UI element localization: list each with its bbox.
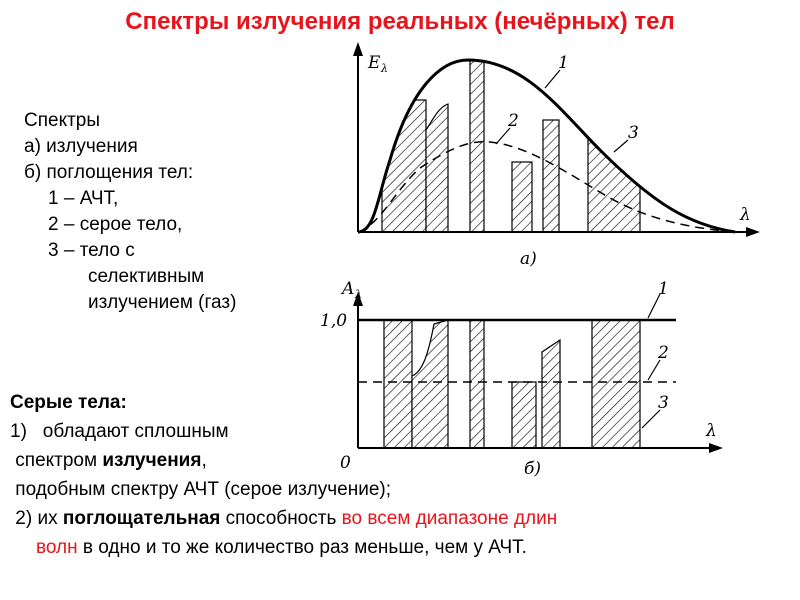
grey-bodies-text [10, 388, 557, 562]
top-y-arrow [353, 42, 363, 56]
top-y-label: E [368, 53, 381, 73]
legend-item-3: 3 – тело с [48, 240, 135, 261]
emission-hatched-regions [382, 56, 640, 232]
bottom-x-arrow [709, 443, 723, 453]
bottom-x-label: λ [706, 421, 717, 441]
b-label-2-leader [648, 360, 660, 380]
top-x-arrow [746, 227, 760, 237]
point-1-line-a: 1) обладают сплошным [10, 421, 229, 442]
emission-band-1b [426, 104, 448, 232]
graph-emission [353, 42, 760, 269]
emission-band-4 [543, 120, 559, 232]
top-x-label: λ [740, 205, 751, 225]
legend-line-spectra: Спектры [24, 110, 101, 131]
bottom-curve-label-1: 1 [658, 279, 669, 299]
grey-bodies-heading: Серые тела: [10, 392, 127, 413]
legend-line-emission: а) излучения [24, 136, 138, 157]
legend-item-2: 2 – серое тело, [48, 214, 183, 235]
tick-label-one: 1,0 [320, 311, 348, 331]
legend-item-1: 1 – АЧТ, [48, 188, 119, 209]
bottom-y-label: A [342, 279, 355, 299]
top-caption: а) [520, 249, 537, 269]
page-title: Спектры излучения реальных (нечёрных) тел [125, 8, 675, 35]
absorption-band-5 [592, 320, 640, 448]
point-2-line-a: 2) их поглощательная способность во всем диапазоне длин [15, 508, 558, 529]
label-3-leader [614, 140, 628, 152]
legend-item-3-cont-1: селективным [88, 266, 205, 287]
point-2-line-b: волн в одно и то же количество раз меньше, чем у АЧТ. [36, 537, 527, 558]
top-y-label-sub: λ [381, 62, 388, 75]
bottom-curve-label-2: 2 [658, 343, 669, 363]
legend-line-absorption: б) поглощения тел: [24, 162, 194, 183]
emission-band-3 [512, 162, 532, 232]
top-curve-label-3: 3 [628, 123, 639, 143]
top-curve-label-1: 1 [558, 53, 569, 73]
top-curve-label-2: 2 [508, 111, 519, 131]
legend-item-3-cont-2: излучением (газ) [88, 292, 237, 313]
bottom-caption: б) [524, 459, 542, 479]
origin-label: 0 [340, 453, 351, 473]
bottom-curve-label-3: 3 [658, 393, 669, 413]
point-1-line-c: подобным спектру АЧТ (серое излучение); [15, 479, 392, 500]
emission-band-2 [470, 56, 484, 232]
point-1-line-b: спектром излучения, [15, 450, 207, 471]
bottom-y-label-sub: λ [355, 288, 362, 301]
